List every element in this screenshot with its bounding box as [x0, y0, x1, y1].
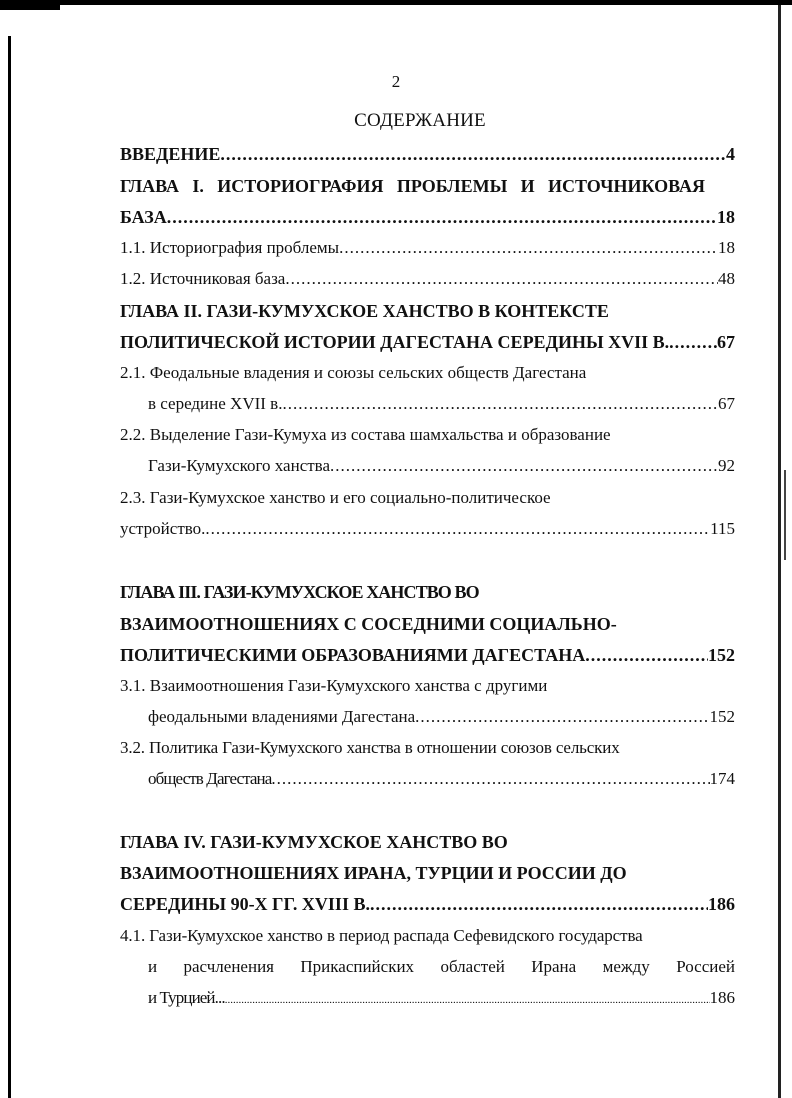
toc-entry-title: ВВЕДЕНИЕ	[120, 144, 221, 164]
toc-chapter-1-line1[interactable]: ГЛАВА I. ИСТОРИОГРАФИЯ ПРОБЛЕМЫ И ИСТОЧНИКОВАЯ	[120, 176, 705, 196]
toc-page-number: 67	[717, 332, 735, 352]
toc-page-number: 18	[717, 207, 735, 227]
toc-page-number: 115	[710, 519, 735, 538]
toc-section-1-1[interactable]	[120, 234, 735, 262]
toc-section-2-3-line2[interactable]	[120, 515, 735, 543]
toc-entry-title: СЕРЕДИНЫ 90-Х ГГ. XVIII В.	[120, 894, 370, 914]
toc-chapter-3-line2[interactable]: ВЗАИМООТНОШЕНИЯХ С СОСЕДНИМИ СОЦИАЛЬНО-	[120, 614, 617, 634]
toc-leader-dots	[669, 328, 717, 356]
toc-chapter-1-line2[interactable]	[120, 203, 735, 231]
scan-border-right	[778, 5, 781, 1098]
toc-section-3-2-line2[interactable]	[148, 765, 735, 793]
scan-border-left	[8, 36, 11, 1098]
toc-section-3-1-line1[interactable]: 3.1. Взаимоотношения Гази-Кумухского ханства с другими	[120, 676, 548, 695]
toc-entry-intro[interactable]	[120, 140, 735, 168]
toc-page-number: 186	[709, 988, 735, 1007]
toc-leader-dots	[220, 140, 726, 168]
toc-chapter-4-line1[interactable]: ГЛАВА IV. ГАЗИ-КУМУХСКОЕ ХАНСТВО ВО	[120, 832, 508, 852]
toc-entry-title: обществ Дагестана	[148, 769, 272, 788]
toc-section-2-2-line2[interactable]	[148, 452, 735, 480]
toc-chapter-2-line2[interactable]	[120, 328, 735, 356]
toc-entry-title: ПОЛИТИЧЕСКИМИ ОБРАЗОВАНИЯМИ ДАГЕСТАНА	[120, 645, 586, 665]
toc-chapter-3-line3[interactable]	[120, 641, 735, 669]
scan-mark-right	[784, 470, 786, 560]
toc-leader-dots	[339, 234, 718, 262]
toc-section-2-3-line1[interactable]: 2.3. Гази-Кумухское ханство и его социально-политическое	[120, 488, 551, 507]
toc-entry-title: 1.2. Источниковая база	[120, 269, 286, 288]
toc-leader-dots	[271, 765, 709, 793]
toc-section-4-1-line2[interactable]: и расчленения Прикаспийских областей Ирана между Россией	[148, 957, 735, 976]
toc-section-3-1-line2[interactable]	[148, 703, 735, 731]
toc-leader-dots	[415, 703, 709, 731]
toc-entry-title: и Турцией...	[148, 988, 225, 1007]
toc-entry-title: устройство.	[120, 519, 206, 538]
toc-leader-dots	[225, 984, 710, 1014]
scan-mark-top-left	[0, 5, 60, 10]
page-number: 2	[391, 72, 401, 91]
toc-page-number: 67	[718, 394, 735, 413]
toc-title: СОДЕРЖАНИЕ	[354, 110, 486, 131]
toc-section-3-2-line1[interactable]: 3.2. Политика Гази-Кумухского ханства в отношении союзов сельских	[120, 738, 620, 757]
toc-page-number: 92	[718, 456, 735, 475]
toc-section-4-1-line1[interactable]: 4.1. Гази-Кумухское ханство в период распада Сефевидского государства	[120, 926, 643, 945]
toc-page-number: 152	[708, 645, 735, 665]
toc-leader-dots	[585, 641, 708, 669]
toc-section-2-2-line1[interactable]: 2.2. Выделение Гази-Кумуха из состава шамхальства и образование	[120, 425, 611, 444]
toc-leader-dots	[330, 452, 718, 480]
toc-page-number: 174	[709, 769, 735, 788]
toc-page-number: 4	[726, 144, 735, 164]
toc-entry-title: ПОЛИТИЧЕСКОЙ ИСТОРИИ ДАГЕСТАНА СЕРЕДИНЫ XVII В.	[120, 332, 670, 352]
toc-page-number: 48	[718, 269, 735, 288]
toc-leader-dots	[167, 203, 717, 231]
toc-leader-dots	[370, 890, 708, 918]
toc-entry-title: феодальными владениями Дагестана	[148, 707, 416, 726]
scan-border-top	[0, 0, 792, 5]
toc-chapter-4-line3[interactable]	[120, 890, 735, 918]
toc-entry-title: в середине XVII в.	[148, 394, 283, 413]
toc-entry-title: 1.1. Историография проблемы	[120, 238, 340, 257]
toc-chapter-2-line1[interactable]: ГЛАВА II. ГАЗИ-КУМУХСКОЕ ХАНСТВО В КОНТЕКСТЕ	[120, 301, 609, 321]
toc-leader-dots	[205, 515, 710, 543]
toc-section-2-1-line2[interactable]	[148, 390, 735, 418]
toc-page-number: 18	[718, 238, 735, 257]
toc-chapter-4-line2[interactable]: ВЗАИМООТНОШЕНИЯХ ИРАНА, ТУРЦИИ И РОССИИ ДО	[120, 863, 627, 883]
toc-entry-title: БАЗА	[120, 207, 167, 227]
toc-section-4-1-line3[interactable]	[148, 984, 735, 1012]
toc-section-1-2[interactable]	[120, 265, 735, 293]
toc-page-number: 186	[708, 894, 735, 914]
toc-page-number: 152	[709, 707, 735, 726]
toc-chapter-3-line1[interactable]: ГЛАВА III. ГАЗИ-КУМУХСКОЕ ХАНСТВО ВО	[120, 582, 479, 602]
toc-leader-dots	[282, 390, 718, 418]
toc-section-2-1-line1[interactable]: 2.1. Феодальные владения и союзы сельских обществ Дагестана	[120, 363, 587, 382]
toc-leader-dots	[285, 265, 718, 293]
toc-entry-title: Гази-Кумухского ханства	[148, 456, 331, 475]
